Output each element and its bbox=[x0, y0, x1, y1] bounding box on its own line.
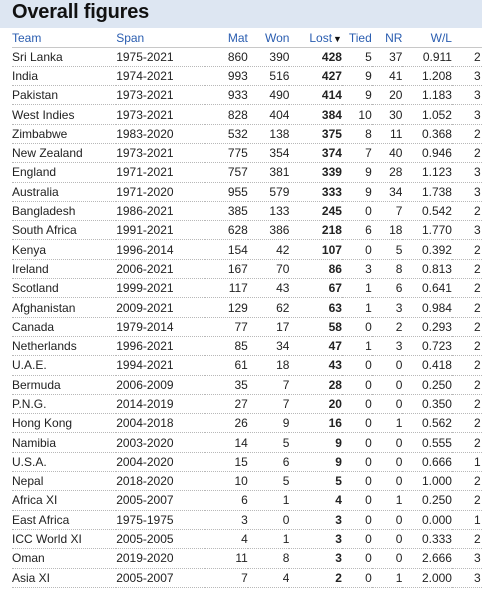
cell-tied: 0 bbox=[342, 317, 372, 336]
table-row bbox=[12, 279, 482, 298]
cell-tied: 3 bbox=[342, 259, 372, 278]
cell-won: 1 bbox=[248, 491, 290, 510]
cell-clipped: 3 bbox=[452, 182, 482, 201]
cell-mat: 117 bbox=[205, 279, 247, 298]
cell-team: U.S.A. bbox=[12, 452, 116, 471]
cell-team: Zimbabwe bbox=[12, 124, 116, 143]
cell-wl: 2.000 bbox=[402, 568, 452, 587]
table-row bbox=[12, 529, 482, 548]
table-row bbox=[12, 124, 482, 143]
cell-lost: 375 bbox=[289, 124, 342, 143]
cell-team: Bangladesh bbox=[12, 201, 116, 220]
cell-span: 1996-2021 bbox=[116, 336, 205, 355]
cell-team: Ireland bbox=[12, 259, 116, 278]
cell-won: 579 bbox=[248, 182, 290, 201]
cell-won: 490 bbox=[248, 86, 290, 105]
cell-span: 2005-2007 bbox=[116, 491, 205, 510]
cell-team: West Indies bbox=[12, 105, 116, 124]
cell-lost: 3 bbox=[289, 510, 342, 529]
table-row bbox=[12, 47, 482, 66]
cell-wl: 0.723 bbox=[402, 336, 452, 355]
cell-wl: 0.293 bbox=[402, 317, 452, 336]
cell-clipped: 3 bbox=[452, 568, 482, 587]
cell-tied: 0 bbox=[342, 568, 372, 587]
cell-lost: 86 bbox=[289, 259, 342, 278]
cell-mat: 860 bbox=[205, 47, 247, 66]
cell-team: Nepal bbox=[12, 472, 116, 491]
cell-mat: 35 bbox=[205, 375, 247, 394]
cell-clipped: 2 bbox=[452, 529, 482, 548]
cell-tied: 0 bbox=[342, 356, 372, 375]
cell-won: 138 bbox=[248, 124, 290, 143]
cell-wl: 0.250 bbox=[402, 491, 452, 510]
column-header-clipped bbox=[452, 29, 482, 47]
cell-span: 2014-2019 bbox=[116, 394, 205, 413]
cell-clipped: 2 bbox=[452, 124, 482, 143]
cell-team: India bbox=[12, 66, 116, 85]
cell-span: 1996-2014 bbox=[116, 240, 205, 259]
cell-lost: 47 bbox=[289, 336, 342, 355]
cell-nr: 1 bbox=[372, 414, 403, 433]
cell-nr: 40 bbox=[372, 143, 403, 162]
cell-tied: 0 bbox=[342, 452, 372, 471]
column-header-wl[interactable]: W/L bbox=[402, 29, 452, 47]
cell-nr: 0 bbox=[372, 433, 403, 452]
cell-won: 0 bbox=[248, 510, 290, 529]
cell-span: 1971-2021 bbox=[116, 163, 205, 182]
cell-lost: 9 bbox=[289, 452, 342, 471]
cell-tied: 0 bbox=[342, 240, 372, 259]
cell-team: Netherlands bbox=[12, 336, 116, 355]
table-row bbox=[12, 317, 482, 336]
cell-nr: 0 bbox=[372, 394, 403, 413]
table-row bbox=[12, 472, 482, 491]
cell-lost: 2 bbox=[289, 568, 342, 587]
cell-tied: 0 bbox=[342, 529, 372, 548]
table-row bbox=[12, 549, 482, 568]
cell-clipped: 2 bbox=[452, 279, 482, 298]
cell-span: 1971-2020 bbox=[116, 182, 205, 201]
cell-team: Oman bbox=[12, 549, 116, 568]
cell-lost: 9 bbox=[289, 433, 342, 452]
column-header-tied[interactable]: Tied bbox=[342, 29, 372, 47]
cell-lost: 58 bbox=[289, 317, 342, 336]
page-title: Overall figures bbox=[12, 1, 150, 23]
cell-mat: 955 bbox=[205, 182, 247, 201]
cell-nr: 2 bbox=[372, 317, 403, 336]
table-row bbox=[12, 298, 482, 317]
cell-nr: 7 bbox=[372, 201, 403, 220]
cell-nr: 0 bbox=[372, 356, 403, 375]
cell-clipped: 2 bbox=[452, 356, 482, 375]
cell-team: ICC World XI bbox=[12, 529, 116, 548]
cell-nr: 1 bbox=[372, 491, 403, 510]
cell-won: 17 bbox=[248, 317, 290, 336]
cell-lost: 3 bbox=[289, 529, 342, 548]
cell-lost: 374 bbox=[289, 143, 342, 162]
cell-span: 1999-2021 bbox=[116, 279, 205, 298]
cell-won: 18 bbox=[248, 356, 290, 375]
table-row bbox=[12, 394, 482, 413]
cell-wl: 0.392 bbox=[402, 240, 452, 259]
cell-team: Bermuda bbox=[12, 375, 116, 394]
cell-nr: 28 bbox=[372, 163, 403, 182]
cell-span: 2003-2020 bbox=[116, 433, 205, 452]
table-row bbox=[12, 452, 482, 471]
cell-tied: 6 bbox=[342, 221, 372, 240]
cell-tied: 7 bbox=[342, 143, 372, 162]
cell-lost: 428 bbox=[289, 47, 342, 66]
cell-team: Hong Kong bbox=[12, 414, 116, 433]
cell-clipped: 2 bbox=[452, 336, 482, 355]
cell-tied: 0 bbox=[342, 433, 372, 452]
cell-tied: 1 bbox=[342, 298, 372, 317]
cell-tied: 10 bbox=[342, 105, 372, 124]
cell-mat: 828 bbox=[205, 105, 247, 124]
cell-wl: 1.000 bbox=[402, 472, 452, 491]
table-row bbox=[12, 105, 482, 124]
cell-lost: 67 bbox=[289, 279, 342, 298]
cell-lost: 245 bbox=[289, 201, 342, 220]
cell-nr: 0 bbox=[372, 375, 403, 394]
cell-nr: 3 bbox=[372, 336, 403, 355]
cell-team: Pakistan bbox=[12, 86, 116, 105]
cell-lost: 63 bbox=[289, 298, 342, 317]
cell-lost: 4 bbox=[289, 491, 342, 510]
cell-lost: 427 bbox=[289, 66, 342, 85]
cell-team: Africa XI bbox=[12, 491, 116, 510]
cell-tied: 8 bbox=[342, 124, 372, 143]
cell-span: 2004-2018 bbox=[116, 414, 205, 433]
table-header-row bbox=[12, 29, 482, 47]
cell-tied: 0 bbox=[342, 375, 372, 394]
cell-team: Scotland bbox=[12, 279, 116, 298]
cell-wl: 0.813 bbox=[402, 259, 452, 278]
cell-nr: 0 bbox=[372, 529, 403, 548]
cell-won: 42 bbox=[248, 240, 290, 259]
cell-won: 516 bbox=[248, 66, 290, 85]
cell-span: 1975-1975 bbox=[116, 510, 205, 529]
cell-lost: 16 bbox=[289, 414, 342, 433]
cell-tied: 5 bbox=[342, 47, 372, 66]
cell-wl: 0.418 bbox=[402, 356, 452, 375]
table-row bbox=[12, 491, 482, 510]
cell-mat: 11 bbox=[205, 549, 247, 568]
cell-span: 1973-2021 bbox=[116, 105, 205, 124]
table-row bbox=[12, 336, 482, 355]
cell-mat: 27 bbox=[205, 394, 247, 413]
cell-team: England bbox=[12, 163, 116, 182]
cell-span: 1994-2021 bbox=[116, 356, 205, 375]
cell-nr: 0 bbox=[372, 472, 403, 491]
cell-wl: 0.333 bbox=[402, 529, 452, 548]
cell-tied: 9 bbox=[342, 163, 372, 182]
cell-clipped: 3 bbox=[452, 105, 482, 124]
cell-clipped: 1 bbox=[452, 510, 482, 529]
cell-team: South Africa bbox=[12, 221, 116, 240]
cell-won: 34 bbox=[248, 336, 290, 355]
cell-wl: 0.911 bbox=[402, 47, 452, 66]
cell-won: 62 bbox=[248, 298, 290, 317]
cell-span: 1974-2021 bbox=[116, 66, 205, 85]
cell-wl: 0.555 bbox=[402, 433, 452, 452]
cell-won: 7 bbox=[248, 375, 290, 394]
column-header-lost[interactable] bbox=[289, 29, 342, 47]
table-row bbox=[12, 240, 482, 259]
cell-clipped: 2 bbox=[452, 433, 482, 452]
cell-nr: 0 bbox=[372, 510, 403, 529]
table-row bbox=[12, 66, 482, 85]
cell-nr: 1 bbox=[372, 568, 403, 587]
cell-team: U.A.E. bbox=[12, 356, 116, 375]
cell-span: 2018-2020 bbox=[116, 472, 205, 491]
cell-clipped: 2 bbox=[452, 472, 482, 491]
cell-mat: 14 bbox=[205, 433, 247, 452]
cell-nr: 0 bbox=[372, 452, 403, 471]
cell-tied: 0 bbox=[342, 549, 372, 568]
cell-nr: 18 bbox=[372, 221, 403, 240]
cell-team: Sri Lanka bbox=[12, 47, 116, 66]
sort-descending-icon: ▼ bbox=[333, 33, 342, 44]
column-header-nr[interactable]: NR bbox=[372, 29, 403, 47]
cell-wl: 1.770 bbox=[402, 221, 452, 240]
column-header-team[interactable]: Team bbox=[12, 29, 116, 47]
cell-clipped: 3 bbox=[452, 86, 482, 105]
cell-team: New Zealand bbox=[12, 143, 116, 162]
cell-mat: 532 bbox=[205, 124, 247, 143]
cell-won: 4 bbox=[248, 568, 290, 587]
cell-tied: 0 bbox=[342, 472, 372, 491]
cell-clipped: 3 bbox=[452, 221, 482, 240]
cell-won: 381 bbox=[248, 163, 290, 182]
cell-span: 2006-2021 bbox=[116, 259, 205, 278]
cell-clipped: 2 bbox=[452, 491, 482, 510]
table-row bbox=[12, 221, 482, 240]
cell-tied: 0 bbox=[342, 201, 372, 220]
column-header-won[interactable]: Won bbox=[248, 29, 290, 47]
cell-won: 5 bbox=[248, 433, 290, 452]
cell-wl: 0.250 bbox=[402, 375, 452, 394]
cell-wl: 0.666 bbox=[402, 452, 452, 471]
table-row bbox=[12, 356, 482, 375]
column-header-span[interactable]: Span bbox=[116, 29, 205, 47]
table-row bbox=[12, 86, 482, 105]
cell-won: 386 bbox=[248, 221, 290, 240]
cell-won: 43 bbox=[248, 279, 290, 298]
cell-nr: 3 bbox=[372, 298, 403, 317]
cell-clipped: 2 bbox=[452, 240, 482, 259]
cell-won: 404 bbox=[248, 105, 290, 124]
cell-nr: 8 bbox=[372, 259, 403, 278]
cell-lost: 28 bbox=[289, 375, 342, 394]
cell-wl: 1.738 bbox=[402, 182, 452, 201]
cell-team: Canada bbox=[12, 317, 116, 336]
cell-team: Australia bbox=[12, 182, 116, 201]
cell-lost: 333 bbox=[289, 182, 342, 201]
cell-lost: 339 bbox=[289, 163, 342, 182]
cell-mat: 85 bbox=[205, 336, 247, 355]
cell-clipped: 2 bbox=[452, 143, 482, 162]
cell-nr: 6 bbox=[372, 279, 403, 298]
cell-team: Kenya bbox=[12, 240, 116, 259]
cell-span: 2005-2007 bbox=[116, 568, 205, 587]
cell-wl: 0.946 bbox=[402, 143, 452, 162]
cell-clipped: 2 bbox=[452, 394, 482, 413]
cell-won: 9 bbox=[248, 414, 290, 433]
cell-mat: 3 bbox=[205, 510, 247, 529]
cell-mat: 77 bbox=[205, 317, 247, 336]
cell-mat: 10 bbox=[205, 472, 247, 491]
cell-wl: 2.666 bbox=[402, 549, 452, 568]
cell-won: 5 bbox=[248, 472, 290, 491]
cell-clipped: 3 bbox=[452, 163, 482, 182]
table-row bbox=[12, 143, 482, 162]
cell-clipped: 3 bbox=[452, 549, 482, 568]
cell-mat: 757 bbox=[205, 163, 247, 182]
table-row bbox=[12, 163, 482, 182]
cell-mat: 167 bbox=[205, 259, 247, 278]
cell-won: 133 bbox=[248, 201, 290, 220]
cell-lost: 218 bbox=[289, 221, 342, 240]
cell-mat: 154 bbox=[205, 240, 247, 259]
cell-lost: 43 bbox=[289, 356, 342, 375]
cell-span: 2005-2005 bbox=[116, 529, 205, 548]
cell-span: 1973-2021 bbox=[116, 143, 205, 162]
cell-tied: 0 bbox=[342, 491, 372, 510]
cell-team: Asia XI bbox=[12, 568, 116, 587]
cell-mat: 6 bbox=[205, 491, 247, 510]
cell-wl: 0.641 bbox=[402, 279, 452, 298]
cell-team: P.N.G. bbox=[12, 394, 116, 413]
cell-tied: 9 bbox=[342, 86, 372, 105]
cell-nr: 20 bbox=[372, 86, 403, 105]
cell-span: 1973-2021 bbox=[116, 86, 205, 105]
cell-nr: 5 bbox=[372, 240, 403, 259]
column-header-lost-label: Lost bbox=[309, 30, 333, 45]
cell-span: 2009-2021 bbox=[116, 298, 205, 317]
cell-lost: 20 bbox=[289, 394, 342, 413]
cell-wl: 0.368 bbox=[402, 124, 452, 143]
cell-clipped: 2 bbox=[452, 317, 482, 336]
table-row bbox=[12, 433, 482, 452]
cell-tied: 0 bbox=[342, 510, 372, 529]
cell-clipped: 2 bbox=[452, 201, 482, 220]
cell-lost: 107 bbox=[289, 240, 342, 259]
cell-won: 354 bbox=[248, 143, 290, 162]
cell-mat: 993 bbox=[205, 66, 247, 85]
cell-mat: 129 bbox=[205, 298, 247, 317]
cell-tied: 0 bbox=[342, 394, 372, 413]
cell-tied: 1 bbox=[342, 336, 372, 355]
cell-won: 7 bbox=[248, 394, 290, 413]
table-row bbox=[12, 259, 482, 278]
cell-mat: 61 bbox=[205, 356, 247, 375]
cell-team: Afghanistan bbox=[12, 298, 116, 317]
cell-span: 1986-2021 bbox=[116, 201, 205, 220]
cell-wl: 1.208 bbox=[402, 66, 452, 85]
cell-wl: 0.562 bbox=[402, 414, 452, 433]
cell-wl: 0.542 bbox=[402, 201, 452, 220]
cell-mat: 385 bbox=[205, 201, 247, 220]
cell-wl: 0.984 bbox=[402, 298, 452, 317]
cell-won: 6 bbox=[248, 452, 290, 471]
table-row bbox=[12, 375, 482, 394]
cell-clipped: 2 bbox=[452, 414, 482, 433]
cell-clipped: 2 bbox=[452, 375, 482, 394]
cell-nr: 11 bbox=[372, 124, 403, 143]
cell-tied: 0 bbox=[342, 414, 372, 433]
cell-won: 1 bbox=[248, 529, 290, 548]
cell-span: 1979-2014 bbox=[116, 317, 205, 336]
cell-wl: 0.000 bbox=[402, 510, 452, 529]
cell-span: 2019-2020 bbox=[116, 549, 205, 568]
cell-lost: 384 bbox=[289, 105, 342, 124]
cell-mat: 775 bbox=[205, 143, 247, 162]
cell-team: Namibia bbox=[12, 433, 116, 452]
cell-wl: 1.183 bbox=[402, 86, 452, 105]
table-row bbox=[12, 414, 482, 433]
cell-lost: 3 bbox=[289, 549, 342, 568]
cell-nr: 41 bbox=[372, 66, 403, 85]
overall-figures-table bbox=[12, 29, 482, 588]
cell-nr: 37 bbox=[372, 47, 403, 66]
cell-span: 1991-2021 bbox=[116, 221, 205, 240]
cell-span: 2004-2020 bbox=[116, 452, 205, 471]
cell-mat: 7 bbox=[205, 568, 247, 587]
cell-clipped: 2 bbox=[452, 259, 482, 278]
cell-mat: 933 bbox=[205, 86, 247, 105]
cell-mat: 26 bbox=[205, 414, 247, 433]
cell-lost: 5 bbox=[289, 472, 342, 491]
cell-wl: 1.123 bbox=[402, 163, 452, 182]
cell-tied: 9 bbox=[342, 182, 372, 201]
cell-lost: 414 bbox=[289, 86, 342, 105]
cell-nr: 34 bbox=[372, 182, 403, 201]
cell-nr: 30 bbox=[372, 105, 403, 124]
cell-wl: 0.350 bbox=[402, 394, 452, 413]
cell-clipped: 1 bbox=[452, 452, 482, 471]
cell-span: 1975-2021 bbox=[116, 47, 205, 66]
table-row bbox=[12, 182, 482, 201]
cell-clipped: 3 bbox=[452, 66, 482, 85]
column-header-mat[interactable]: Mat bbox=[205, 29, 247, 47]
cell-won: 70 bbox=[248, 259, 290, 278]
title-bar bbox=[0, 0, 482, 28]
cell-wl: 1.052 bbox=[402, 105, 452, 124]
cell-won: 390 bbox=[248, 47, 290, 66]
cell-won: 8 bbox=[248, 549, 290, 568]
table-row bbox=[12, 568, 482, 587]
table-row bbox=[12, 201, 482, 220]
cell-mat: 15 bbox=[205, 452, 247, 471]
cell-tied: 9 bbox=[342, 66, 372, 85]
table-row bbox=[12, 510, 482, 529]
cell-clipped: 2 bbox=[452, 47, 482, 66]
cell-mat: 4 bbox=[205, 529, 247, 548]
cell-tied: 1 bbox=[342, 279, 372, 298]
cell-span: 1983-2020 bbox=[116, 124, 205, 143]
cell-mat: 628 bbox=[205, 221, 247, 240]
cell-nr: 0 bbox=[372, 549, 403, 568]
cell-clipped: 2 bbox=[452, 298, 482, 317]
cell-team: East Africa bbox=[12, 510, 116, 529]
cell-span: 2006-2009 bbox=[116, 375, 205, 394]
